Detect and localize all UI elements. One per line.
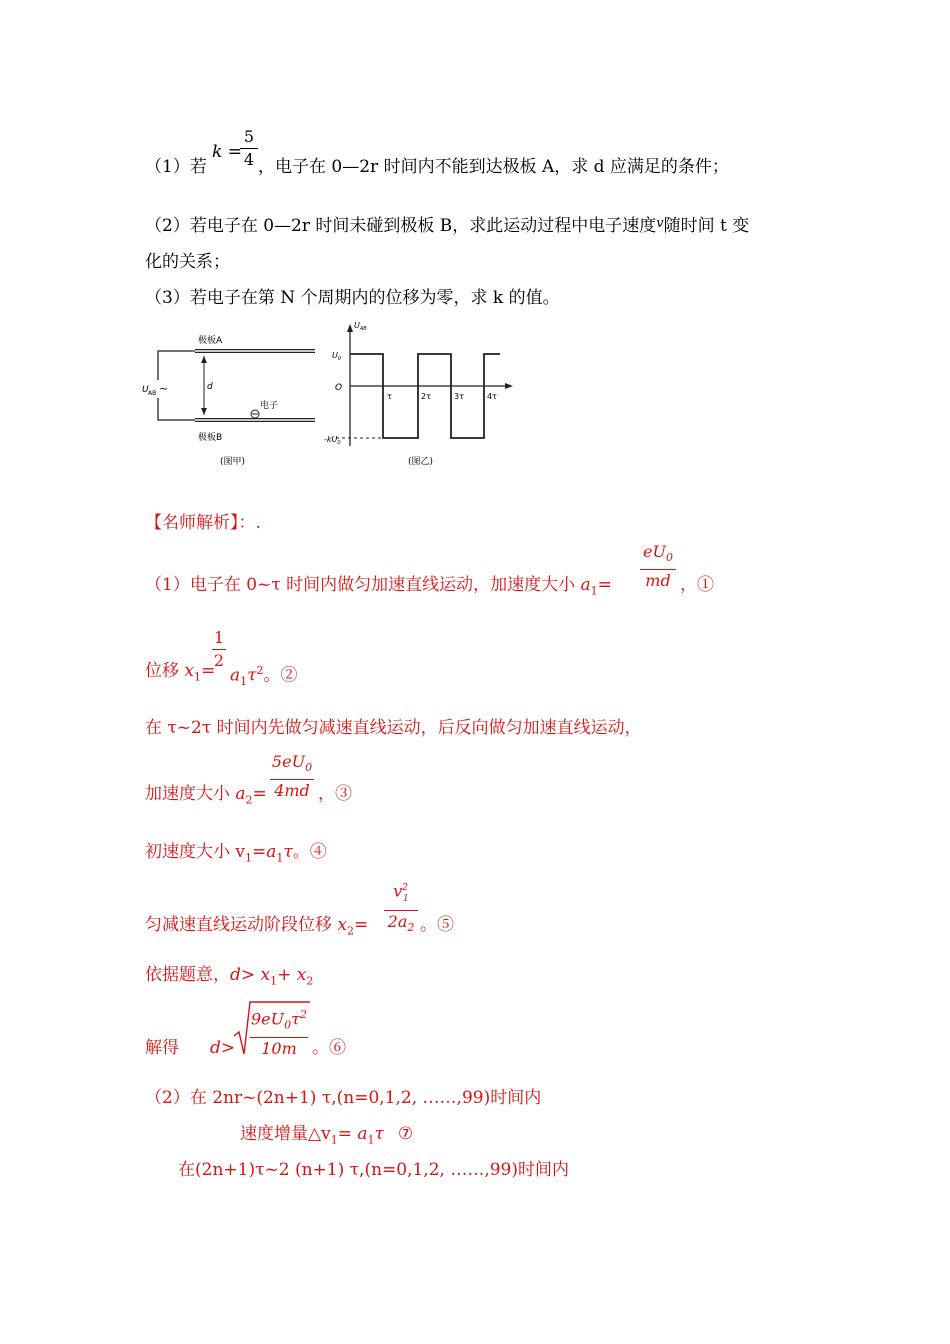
- part2-line2: 速度增量$\triangle v_1= a_1\tau$ ⑦: [240, 1124, 414, 1147]
- figure-right: [336, 324, 513, 446]
- solution-step-8: 解得: [145, 1038, 179, 1058]
- s2-fraction: 1 2: [213, 628, 225, 670]
- tick-1: τ: [387, 392, 392, 401]
- plate-b-label: 极板B: [198, 433, 223, 443]
- solution-step-4: 加速度大小 $a_2=$: [145, 784, 267, 807]
- solution-header: 【名师解析】：.: [145, 513, 261, 533]
- source-label: U: [142, 385, 149, 395]
- figure-diagram: [140, 318, 520, 473]
- part2-line1: （2）在 2nr~(2n+1) τ,(n=0,1,2, ……,99)时间内: [145, 1088, 542, 1108]
- u0-label: $U_0$: [332, 351, 342, 362]
- q1-fraction: 5 4: [240, 127, 258, 170]
- s1-fraction: $eU_0$ md: [640, 542, 676, 591]
- part2-line3: 在(2n+1)τ~2 (n+1) τ,(n=0,1,2, ……,99)时间内: [178, 1160, 569, 1180]
- graph-y-axis-label: $U_{AB}$: [354, 321, 367, 332]
- electron-label: 电子: [260, 401, 279, 411]
- s8-fraction: $9eU_0\tau^2$ 10m: [251, 1008, 307, 1058]
- figure-right-caption: (图乙): [408, 457, 434, 467]
- q1-text: ，电子在 0—2r 时间内不能到达极板 A，求 d 应满足的条件；: [258, 157, 729, 177]
- distance-d-label: d: [207, 382, 213, 392]
- figure-left: [158, 351, 315, 420]
- solution-step-5: 初速度大小 $v_1=a_1\tau$。④: [145, 842, 327, 865]
- origin-label: O: [335, 383, 343, 393]
- plate-a-label: 极板A: [198, 336, 223, 346]
- s6-mark: 。⑤: [420, 915, 454, 935]
- tick-4: 4τ: [487, 392, 497, 401]
- s6-fraction: $v^2_1$ $2a_2$: [384, 878, 418, 938]
- s8-mark: 。⑥: [312, 1038, 346, 1058]
- s8-lhs: d>: [210, 1038, 236, 1058]
- solution-step-3: 在 τ~2τ 时间内先做匀减速直线运动，后反向做匀加速直线运动，: [145, 718, 642, 738]
- solution-step-2: 位移 $x_1=$: [145, 661, 216, 684]
- solution-step-7: 依据题意，$d> x_1+ x_2$: [145, 965, 314, 988]
- s2-tail: $a_1\tau^2$。②: [230, 664, 298, 689]
- question-2-line2: 化的关系；: [145, 252, 230, 272]
- solution-step-1: （1）电子在 0~τ 时间内做匀加速直线运动，加速度大小 $a_1=$: [145, 575, 612, 598]
- question-1: [145, 155, 207, 179]
- source-sub: AB: [148, 390, 157, 397]
- question-3: （3）若电子在第 N 个周期内的位移为零，求 k 的值。: [145, 288, 560, 308]
- s1-mark: ，①: [680, 575, 714, 595]
- tick-2: 2τ: [421, 392, 431, 401]
- neg-label: $-kU_0$: [324, 435, 341, 446]
- s4-mark: ，③: [318, 784, 352, 804]
- tick-3: 3τ: [454, 392, 464, 401]
- solution-step-6: 匀减速直线运动阶段位移 $x_2=$: [145, 915, 369, 938]
- s4-fraction: $5eU_0$ 4md: [271, 752, 313, 801]
- q1-k: k =: [212, 142, 242, 162]
- ac-symbol: ~: [159, 382, 169, 395]
- question-2-line1: （2）若电子在 0—2r 时间未碰到极板 B，求此运动过程中电子速度$^v$随时间 t 变: [145, 216, 750, 236]
- q1-prefix: （1）若: [145, 157, 207, 177]
- figure-left-caption: (图甲): [220, 457, 246, 467]
